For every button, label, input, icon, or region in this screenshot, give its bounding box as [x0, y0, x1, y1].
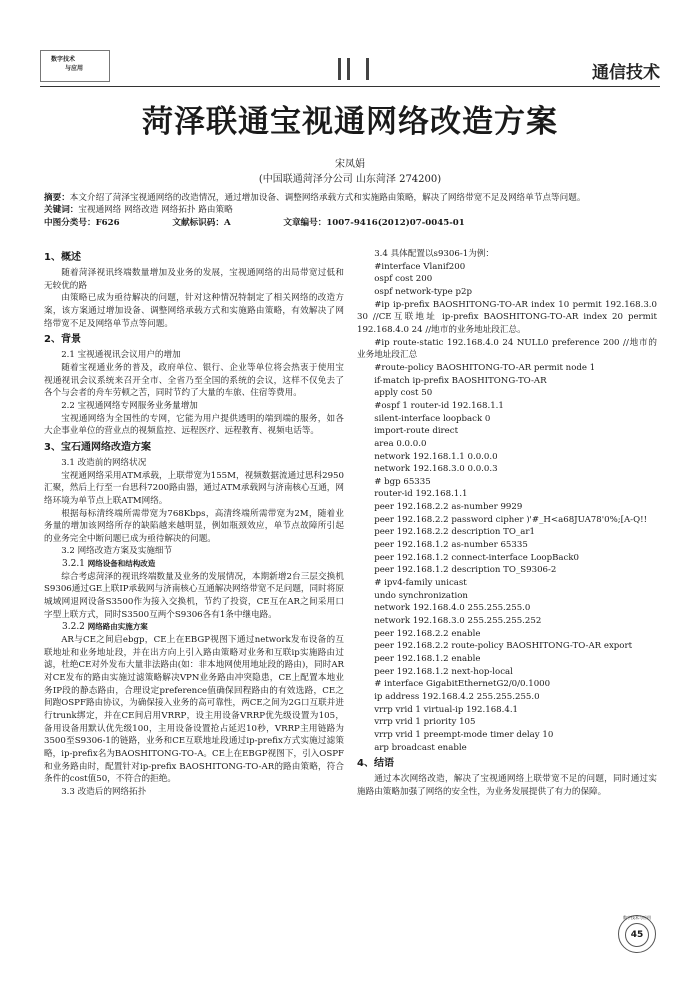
- config-line: peer 192.168.1.2 connect-interface LoopBack0: [374, 552, 580, 563]
- config-line: #interface Vlanif200: [374, 261, 466, 272]
- article-author: 宋凤娟: [335, 159, 365, 170]
- subsubsection-heading: 3.2.1 网络设备和结构改造: [62, 559, 156, 570]
- keywords: 关键词：宝视通网络 网络改造 网络拓扑 路由策略: [44, 205, 233, 216]
- config-block: peer 192.168.2.2 route-policy BAOSHITONG-TO-AR export: [374, 641, 633, 652]
- config-line: peer 192.168.2.2 enable: [374, 628, 481, 639]
- config-line: if-match ip-prefix BAOSHITONG-TO-AR: [374, 375, 547, 386]
- config-line: network 192.168.3.0 255.255.255.252: [374, 616, 542, 627]
- paragraph: 随着菏泽视讯终端数量增加及业务的发展，宝视通网络的出局带宽过低和无较优的路: [44, 268, 344, 291]
- section-heading: 3、宝石通网络改造方案: [44, 441, 151, 453]
- article-affiliation: (中国联通菏泽分公司 山东菏泽 274200): [258, 174, 442, 185]
- paragraph: 通过本次网络改造，解决了宝视通网络上联带宽不足的问题，同时通过实施路由策略加强了网络的安全性，为业务发展提供了有力的保障。: [357, 774, 657, 797]
- paragraph: 由策略已成为亟待解决的问题，针对这种情况特制定了相关网络的改造方案，该方案通过增加设备、调整网络承载方式和实施路由策略，有效解决了网络带宽不足及网络单节点等问题。: [44, 293, 344, 329]
- clc-number: 中图分类号：F626: [44, 217, 120, 228]
- config-line: vrrp vrid 1 priority 105: [374, 717, 476, 728]
- subsection-heading: 3.3 改造后的网络拓扑: [61, 786, 147, 797]
- config-line: network 192.168.1.1 0.0.0.0: [374, 451, 498, 462]
- config-block: peer 192.168.2.2 password cipher )'#_H<a68JUA78'0%;[A-Q!!: [374, 514, 648, 525]
- config-line: network 192.168.3.0 0.0.0.3: [374, 464, 498, 475]
- section-heading: 1、概述: [44, 252, 81, 263]
- paragraph: 综合考虑菏泽的视讯终端数量及业务的发展情况，本期新增2台三层交换机S9306通过GE上联IP承载网与济南核心互通解决网络带宽不足问题，同时将原城域网退网设备S3500作为接入交换机，节约了投资，CE互在AR之间采用口字型上联方式，同时S3500互两个S9306各有1条中继电路。: [44, 571, 344, 620]
- config-line: #ospf 1 router-id 192.168.1.1: [374, 400, 504, 411]
- subsection-heading: 3.1 改造前的网络状况: [61, 457, 147, 468]
- subsubsection-heading: 3.2.2 网络路由实施方案: [62, 622, 148, 633]
- config-line: # bgp 65335: [374, 476, 431, 487]
- config-block: #ip ip-prefix BAOSHITONG-TO-AR index 10 permit 192.168.3.0 30 //CE互联地址 ip-prefix BAOSHITONG-TO-AR index 20 permit 192.168.4.0 24 //地市的业务地址段汇总。: [357, 299, 657, 335]
- config-line: peer 192.168.1.2 as-number 65335: [374, 540, 528, 551]
- config-line: arp broadcast enable: [374, 742, 467, 753]
- document-code: 文献标识码：A: [172, 217, 231, 228]
- page-number-badge: [618, 915, 656, 953]
- config-line: vrrp vrid 1 preempt-mode timer delay 10: [374, 729, 554, 740]
- section-heading: 4、结语: [357, 758, 394, 770]
- paragraph: 根据每标清终端所需带宽为768Kbps，高清终端所需带宽为2M，随着业务量的增加该网络所存的缺陷越来越明显，例如瓶颈效应，单节点故障所引起的业务完全中断问题已成为亟待解决的问题。: [44, 508, 344, 544]
- config-line: vrrp vrid 1 virtual-ip 192.168.4.1: [374, 704, 519, 715]
- classification-row: [44, 217, 656, 229]
- paragraph: AR与CE之间启ebgp，CE上在EBGP视图下通过network发布设备的互联地址和业务地址段，并在出方向上引入路由策略对业务和互联ip实施路由过滤，杜绝CE对外发布大量非法路由(如：非本地网使用地址段的路由)，同时AR对CE发布的路由实施过滤策略解决VPN业务路由冲突隐患，CE上配置本地业务IP段的静态路由，合理设定preference值确保回程路由的有效选路，CE之间跑OSPF路由协议，为确保接入业务的高可靠性，两CE之间为2G口互联并进行trunk绑定，并在CE间启用VRRP，设主用设备VRRP优先级设置为105，备用设备用默认优先级100，主用设备设置抢占延迟10秒，VRRP主用链路为3500至S9306-1的链路，业务和CE互联地址段通过ip-prefix方式实施过滤策略，ip-prefix名为BAOSHITONG-TO-A。CE上在EBGP视图下，引入OSPF和业务路由时，配置针对ip-prefix BAOSHITONG-TO-AR的路由策略，符合条件的cost值50，不符合的拒绝。: [44, 635, 344, 785]
- section-heading: 2、背景: [44, 334, 81, 346]
- left-column: [44, 248, 344, 799]
- article-meta: [44, 192, 656, 229]
- config-line: peer 192.168.1.2 next-hop-local: [374, 666, 513, 677]
- article-title: 菏泽联通宝视通网络改造方案: [142, 104, 558, 140]
- subsection-heading: 3.2 网络改造方案及实施细节: [61, 546, 173, 557]
- article-number: 文章编号：1007-9416(2012)07-0045-01: [283, 217, 465, 228]
- config-line: peer 192.168.2.2 description TO_ar1: [374, 527, 535, 538]
- page-number: 45: [625, 923, 649, 947]
- config-block: #ip route-static 192.168.4.0 24 NULL0 preference 200 //地市的业务地址段汇总: [357, 337, 657, 361]
- subsection-heading: 2.1 宝视通视讯会议用户的增加: [61, 350, 181, 361]
- config-line: ip address 192.168.4.2 255.255.255.0: [374, 691, 540, 702]
- page-header: [0, 0, 700, 86]
- badge-ring-text: 数字技术与应用: [623, 915, 651, 920]
- journal-logo-line2: 与应用: [65, 65, 84, 72]
- config-line: area 0.0.0.0: [374, 438, 427, 449]
- paragraph: 随着宝视通业务的普及，政府单位、银行、企业等单位将会热衷于使用宝视通视讯会议系统来召开全市、全省乃至全国的系统的会议，这样不仅免去了各个与会者的舟车劳顿之苦，同时节约了大量的车旅、住宿等费用。: [44, 362, 344, 399]
- config-line: network 192.168.4.0 255.255.255.0: [374, 603, 531, 614]
- config-line: router-id 192.168.1.1: [374, 489, 468, 500]
- config-line: ospf network-type p2p: [374, 286, 472, 297]
- paragraph: 宝视通网络采用ATM承载，上联带宽为155M，视频数据流通过思科2950汇聚，然后上行至一台思科7200路由器，通过ATM承载网与济南核心互通，网络环境为单节点上联ATM网络。: [44, 470, 344, 506]
- header-rule: [40, 86, 660, 87]
- config-line: peer 192.168.2.2 as-number 9929: [374, 502, 523, 513]
- config-line: ospf cost 200: [374, 274, 433, 285]
- header-bars-decoration: [338, 58, 372, 80]
- subsection-heading: 2.2 宝视通网络专网服务业务量增加: [61, 400, 198, 411]
- config-line: silent-interface loopback 0: [374, 413, 491, 424]
- paragraph: 宝视通网络为全国性的专网，它能为用户提供透明的端到端的服务，如各大企事业单位的营业点的视频监控、远程医疗、远程教育、视频电话等。: [44, 413, 344, 437]
- right-column: [357, 248, 657, 799]
- section-title: 通信技术: [592, 63, 660, 83]
- journal-logo: [40, 50, 110, 82]
- config-line: apply cost 50: [374, 388, 433, 399]
- journal-logo-line1: 数字技术: [51, 56, 76, 63]
- subsection-heading: 3.4 具体配置以s9306-1为例：: [374, 249, 494, 259]
- config-line: peer 192.168.1.2 enable: [374, 654, 481, 664]
- config-line: peer 192.168.1.2 description TO_S9306-2: [374, 565, 557, 576]
- config-line: # interface GigabitEthernetG2/0/0.1000: [374, 679, 551, 690]
- abstract: 摘要：本文介绍了菏泽宝视通网络的改造情况，通过增加设备、调整网络承载方式和实施路由策略，解决了网络带宽不足及网络单节点等问题。: [44, 193, 586, 203]
- config-line: undo synchronization: [374, 590, 468, 601]
- config-line: import-route direct: [374, 426, 459, 437]
- config-line: #route-policy BAOSHITONG-TO-AR permit node 1: [374, 362, 596, 373]
- config-line: # ipv4-family unicast: [374, 578, 467, 589]
